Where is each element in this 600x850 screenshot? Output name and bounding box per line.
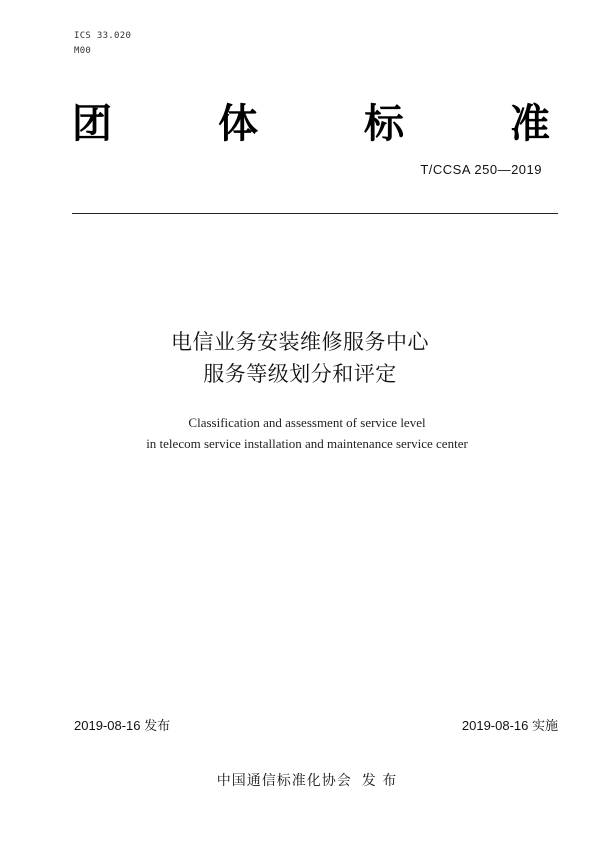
doc-type-char: 标 [364, 101, 404, 147]
ics-code: ICS 33.020 [74, 31, 132, 41]
english-title-line-2: in telecom service installation and maintenance service center [146, 436, 468, 451]
doc-type-char: 团 [72, 101, 112, 147]
chinese-title [0, 326, 600, 390]
document-type-heading [72, 100, 550, 148]
classification-code: M00 [74, 46, 92, 56]
doc-type-char: 体 [218, 101, 258, 147]
publisher-name: 中国通信标准化协会 [216, 773, 352, 789]
publish-action: 发 布 [361, 773, 398, 789]
doc-type-char: 准 [510, 101, 550, 147]
issue-date: 2019-08-16 发布 [74, 718, 171, 733]
english-title [0, 412, 600, 454]
standard-number: T/CCSA 250—2019 [420, 162, 542, 177]
publisher-line [0, 771, 600, 791]
horizontal-divider [72, 213, 558, 214]
implementation-date: 2019-08-16 实施 [461, 718, 558, 733]
chinese-title-line-1: 电信业务安装维修服务中心 [171, 330, 429, 354]
chinese-title-line-2: 服务等级划分和评定 [203, 362, 397, 386]
english-title-line-1: Classification and assessment of service level [188, 415, 426, 430]
